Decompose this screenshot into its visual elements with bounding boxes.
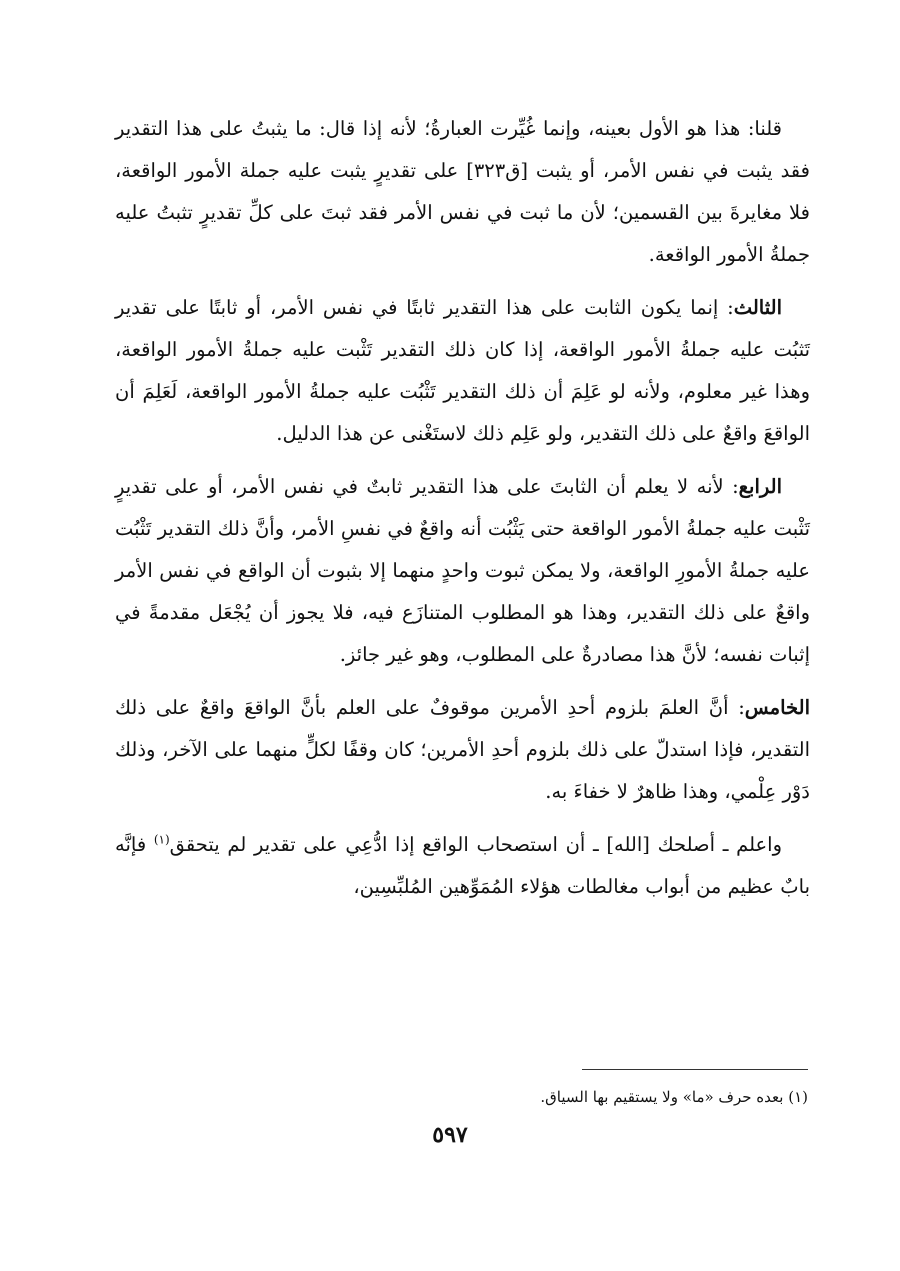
paragraph-4 [115,687,810,813]
paragraph-5 [115,824,810,908]
paragraph-1-text: قلنا: هذا هو الأول بعينه، وإنما غُيِّرت العبارةُ؛ لأنه إذا قال: ما يثبتُ على هذا التقدير فقد يثبت في نفس الأمر، أو يثبت [ق٣٢٣] على تقديرٍ يثبت عليه جملة الأمور الواقعة، فلا مغايرةَ بين القسمين؛ لأن ما ثبت في نفس الأمر فقد ثبتَ على كلِّ تقديرٍ تثبتُ عليه جملةُ الأمور الواقعة. [115,117,810,266]
paragraph-4-text: : أنَّ العلمَ بلزوم أحدِ الأمرين موقوفٌ على العلم بأنَّ الواقعَ واقعٌ على ذلك التقدير، فإذا استدلّ على ذلك بلزوم أحدِ الأمرين؛ كان وقفًا لكلٍّ منهما على الآخر، وذلك دَوْر عِلْمي، وهذا ظاهرٌ لا خفاءَ به. [115,696,810,803]
footnote-divider [582,1069,808,1070]
paragraph-5-text-start: واعلم ـ أصلحك [الله] ـ أن استصحاب الواقع إذا ادُّعِي على تقدير لم يتحقق [169,833,782,856]
main-text [115,108,810,919]
footnote-reference[interactable]: (١) [153,832,170,847]
page-number: ٥٩٧ [432,1122,468,1148]
paragraph-3-heading: الرابع [738,475,782,498]
paragraph-2-heading: الثالث [733,296,782,319]
footnote: (١) بعده حرف «ما» ولا يستقيم بها السياق. [540,1088,808,1106]
paragraph-3-text: : لأنه لا يعلم أن الثابتَ على هذا التقدير ثابتٌ في نفس الأمر، أو على تقديرٍ تَثْبت عليه جملةُ الأمور الواقعة حتى يَثْبُت أنه واقعٌ في نفسِ الأمر، وأنَّ ذلك التقدير تَثْبُت عليه جملةُ الأمورِ الواقعة، ولا يمكن ثبوت واحدٍ منهما إلا بثبوت أن الواقع في نفس الأمر واقعٌ على ذلك التقدير، وهذا هو المطلوب المتنازَع فيه، فلا يجوز أن يُجْعَل مقدمةً في إثبات نفسه؛ لأنَّ هذا مصادرةٌ على المطلوب، وهو غير جائز. [115,475,810,666]
paragraph-1 [115,108,810,276]
paragraph-2-text: : إنما يكون الثابت على هذا التقدير ثابتًا في نفس الأمر، أو ثابتًا على تقدير تَثبُت عليه جملةُ الأمور الواقعة، إذا كان ذلك التقدير تَثْبت عليه جملةُ الأمور الواقعة، وهذا غير معلوم، ولأنه لو عَلِمَ أن ذلك التقدير تَثْبُت عليه جملةُ الأمور الواقعة، لَعَلِمَ أن الواقعَ واقعٌ على ذلك التقدير، ولو عَلِم ذلك لاستَغْنى عن هذا الدليل. [115,296,811,445]
paragraph-4-heading: الخامس [744,696,810,719]
paragraph-5-text-end: فإنَّه بابٌ عظيم من أبواب مغالطات هؤلاء المُمَوِّهين المُلبِّسِين، [115,833,810,898]
paragraph-3 [115,466,810,676]
paragraph-2 [115,287,810,455]
